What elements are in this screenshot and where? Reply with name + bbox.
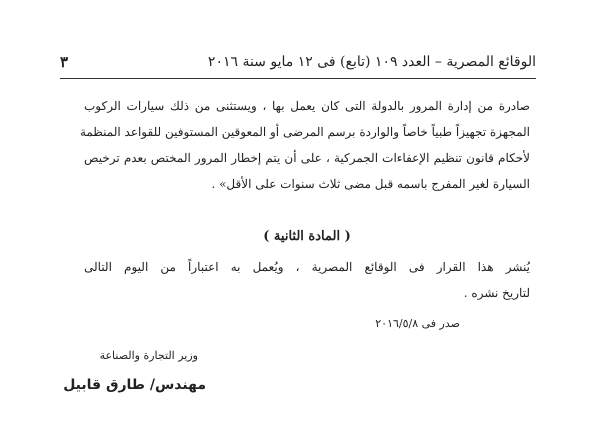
- body-line: صادرة من إدارة المرور بالدولة التى كان يعمل بها ، ويستثنى من ذلك سيارات الركوب: [84, 99, 530, 113]
- page-number: ٣: [60, 53, 69, 71]
- body-line: يُنشر هذا القرار فى الوقائع المصرية ، ويُعمل به اعتباراً من اليوم التالى: [84, 260, 530, 274]
- article-one-continuation: [79, 93, 530, 197]
- issued-date: صدر فى ٢٠١٦/٥/٨: [375, 317, 460, 330]
- header-title: الوقائع المصرية – العدد ١٠٩ (تابع) فى ١٢ مايو سنة ٢٠١٦: [207, 54, 536, 70]
- article-two-heading: ( المادة الثانية ): [263, 229, 351, 244]
- article-two-text: [84, 254, 530, 306]
- signatory-title: وزير التجارة والصناعة: [99, 349, 198, 362]
- page-header: [60, 50, 536, 74]
- body-line: السيارة لغير المفرج باسمه قبل مضى ثلاث سنوات على الأقل» .: [211, 177, 530, 191]
- body-line: لأحكام قانون تنظيم الإعفاءات الجمركية ، على أن يتم إخطار المرور المختص بعدم ترخيص: [84, 151, 530, 165]
- body-line: لتاريخ نشره .: [463, 286, 530, 300]
- signatory-name: مهندس/ طارق قابيل: [63, 377, 206, 393]
- header-divider: [60, 78, 536, 79]
- body-line: المجهزة تجهيزاً طبياً خاصاً والواردة برسم المرضى أو المعوقين المستوفين للقواعد المنظمة: [79, 125, 530, 139]
